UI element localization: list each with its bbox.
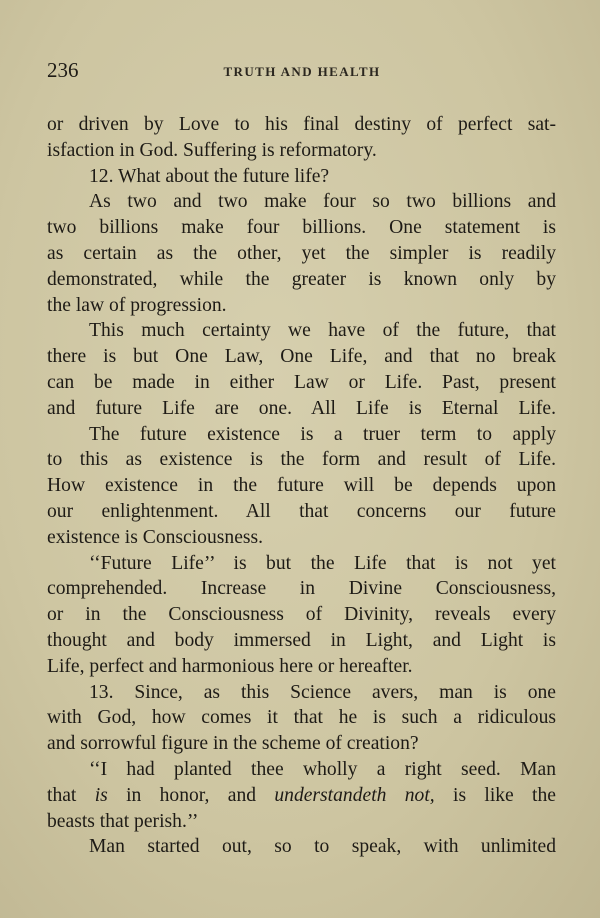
italic-text: is — [94, 784, 108, 806]
running-head: TRUTH AND HEALTH — [223, 64, 381, 79]
text-line: to this as existence is the form and result of Life. — [47, 449, 556, 471]
text-line: and future Life are one. All Life is Eternal Life. — [47, 397, 556, 419]
text-line: Life, perfect and harmonious here or hereafter. — [47, 655, 413, 677]
text-line: ‘‘Future Life’’ is but the Life that is not yet — [89, 552, 556, 574]
text-line: as certain as the other, yet the simpler is readily — [47, 242, 556, 264]
question-heading: 12. What about the future life? — [89, 165, 330, 187]
quote-line-italic: that is in honor, and understandeth not, is like the — [47, 784, 556, 806]
text-line: comprehended. Increase in Divine Consciousness, — [47, 578, 556, 600]
text-line: This much certainty we have of the future, that — [89, 320, 556, 342]
text-line: or driven by Love to his final destiny of perfect sat- — [47, 114, 556, 135]
italic-text: understandeth not, — [274, 784, 435, 806]
page-number: 236 — [47, 58, 79, 82]
text-line: with God, how comes it that he is such a ridiculous — [47, 707, 556, 729]
text-line: two billions make four billions. One statement is — [47, 217, 556, 239]
text-line: How existence in the future will be depends upon — [47, 475, 556, 497]
quote-line: ‘‘I had planted thee wholly a right seed. Man — [89, 758, 556, 780]
text-line: the law of progression. — [47, 294, 227, 316]
text-line: or in the Consciousness of Divinity, reveals every — [47, 604, 556, 626]
question-heading: 13. Since, as this Science avers, man is one — [89, 681, 556, 703]
text-line: thought and body immersed in Light, and Light is — [47, 629, 556, 651]
text-line: and sorrowful figure in the scheme of creation? — [47, 733, 419, 755]
body-text — [47, 112, 556, 860]
text-line: As two and two make four so two billions and — [89, 191, 556, 213]
text-line: can be made in either Law or Life. Past, present — [47, 371, 556, 393]
text-line: our enlightenment. All that concerns our future — [47, 500, 556, 522]
text-line: Man started out, so to speak, with unlimited — [89, 836, 556, 858]
text-line: there is but One Law, One Life, and that no break — [47, 346, 556, 368]
text-line: existence is Consciousness. — [47, 526, 264, 548]
quote-line: beasts that perish.’’ — [47, 810, 199, 832]
text-line: isfaction in God. Suffering is reformatory. — [47, 139, 377, 161]
text-line: demonstrated, while the greater is known only by — [47, 268, 556, 290]
text-line: The future existence is a truer term to apply — [89, 423, 556, 445]
page-header — [47, 58, 557, 88]
